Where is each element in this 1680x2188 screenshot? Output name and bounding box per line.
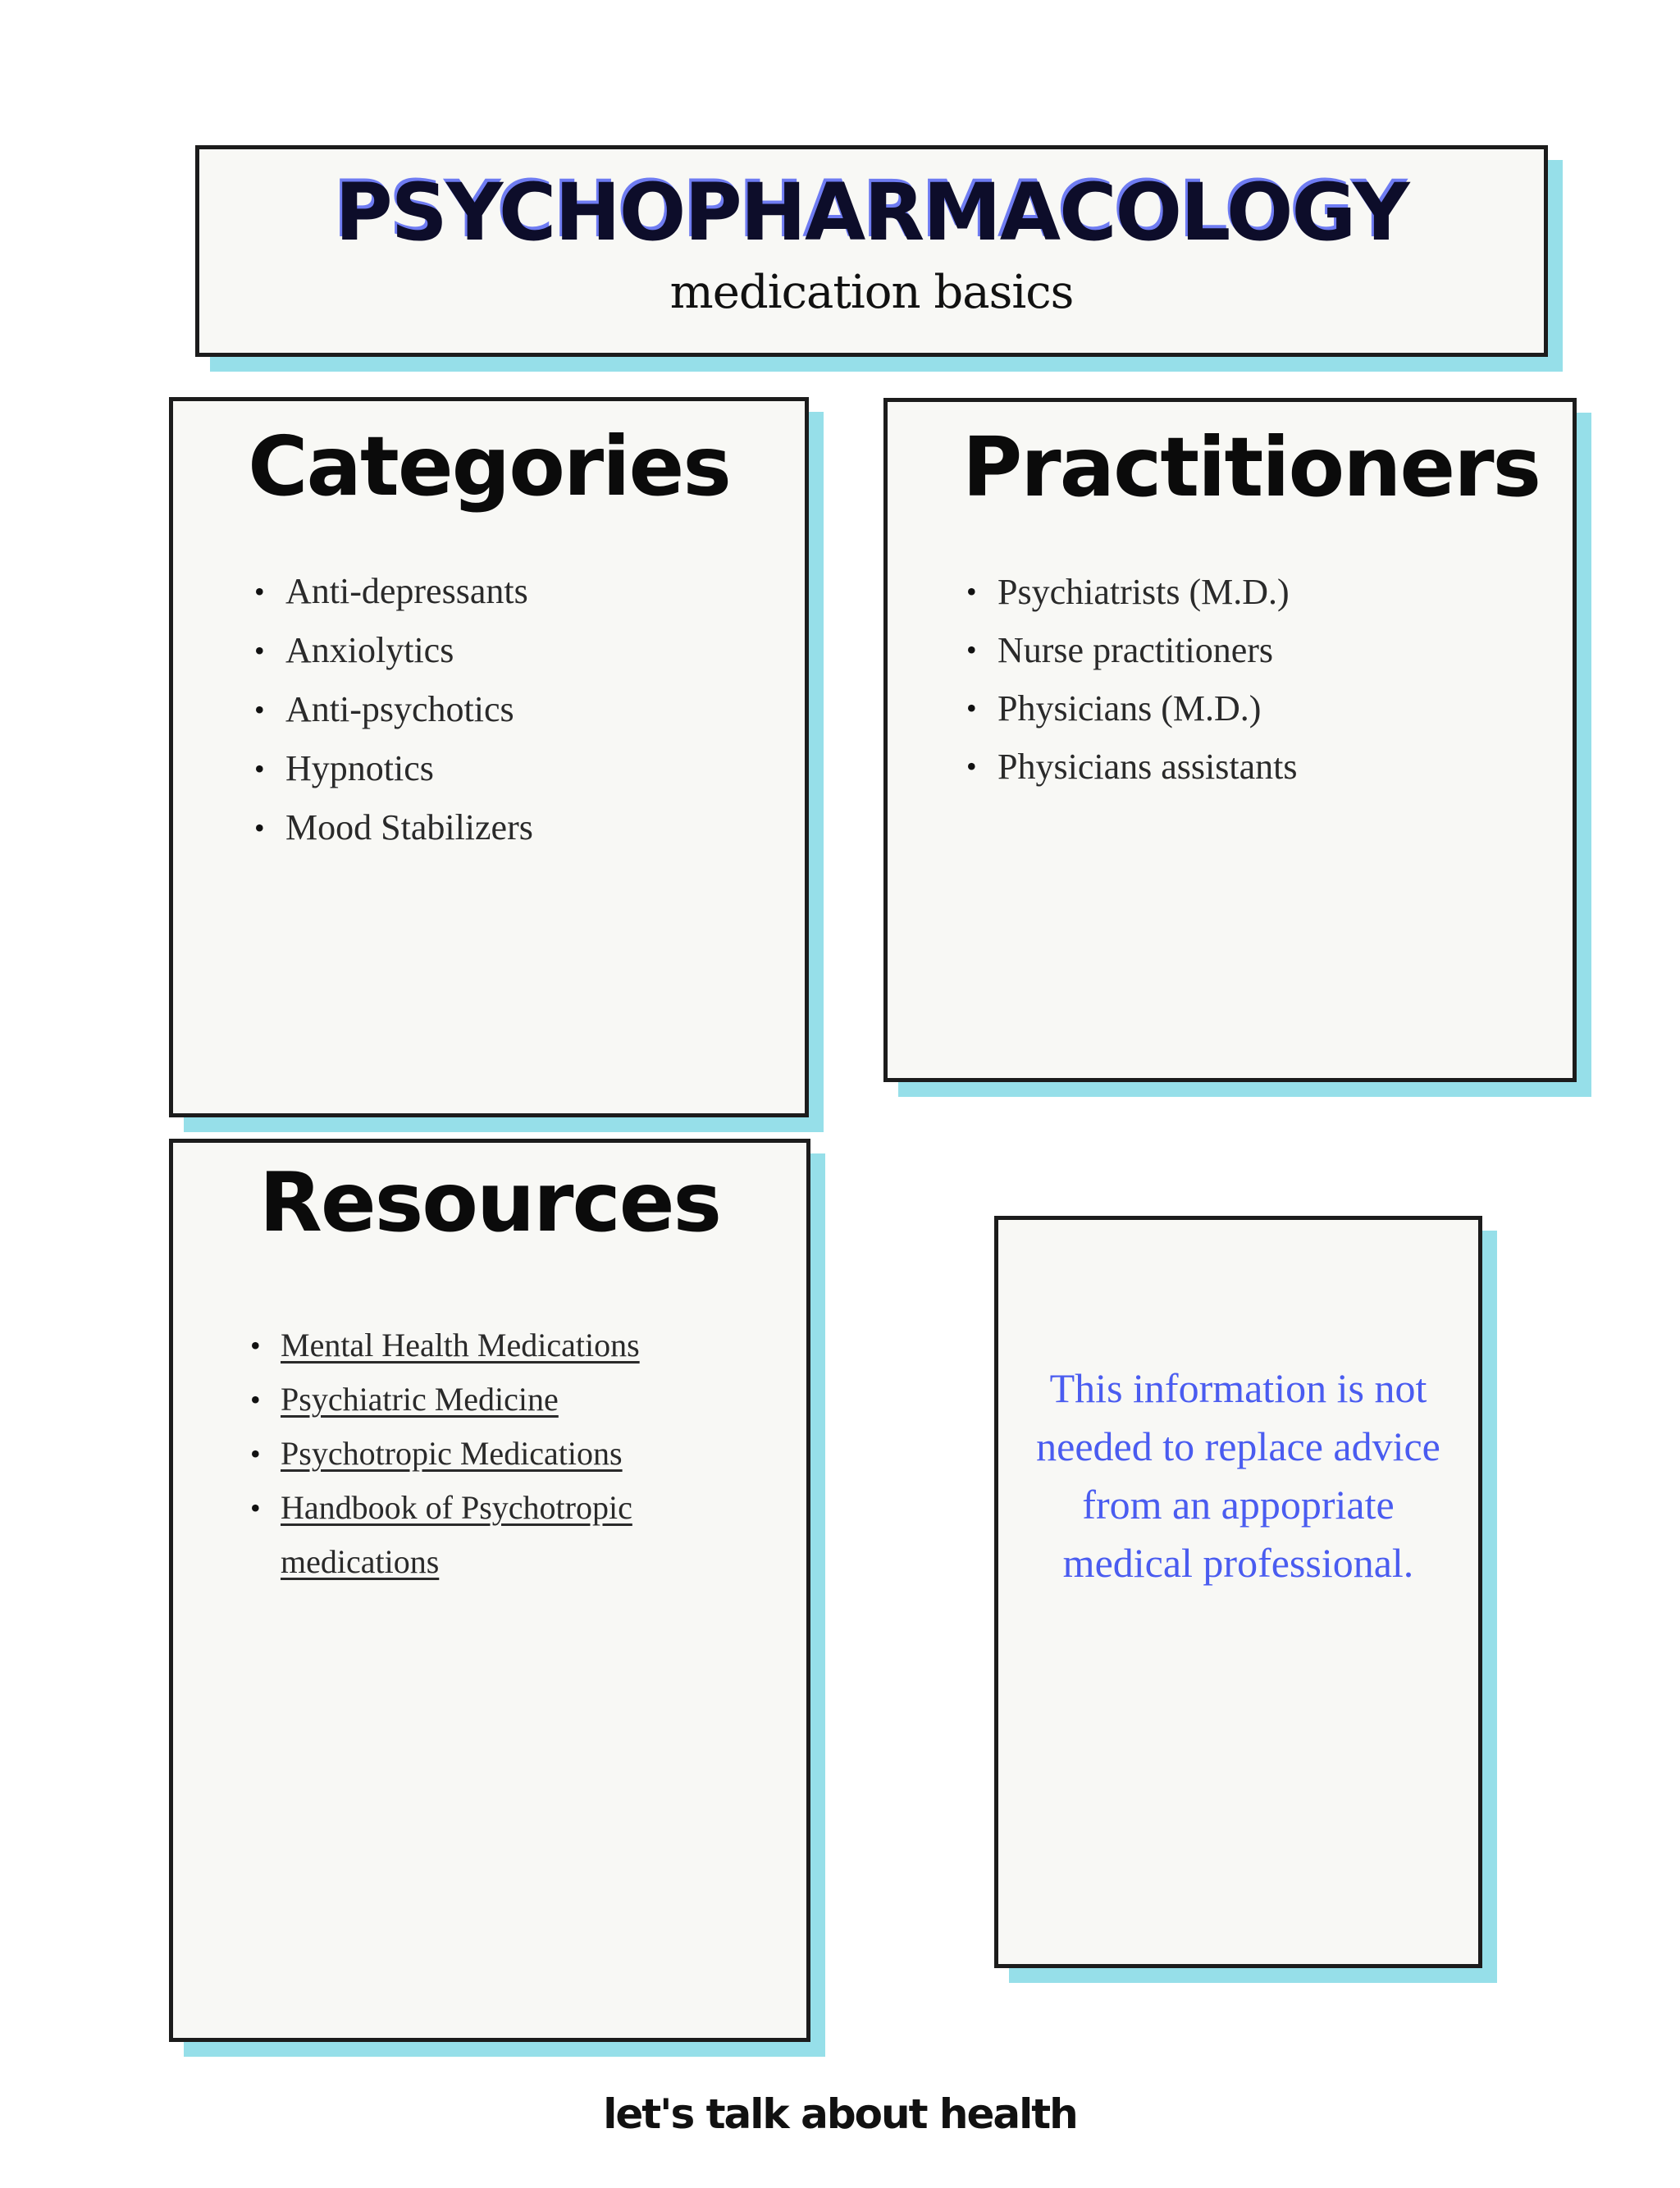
bullet-icon: • [254, 634, 265, 667]
practitioners-heading: Practitioners [962, 419, 1541, 515]
categories-card [169, 397, 809, 1117]
list-item [250, 1318, 759, 1373]
bullet-icon: • [966, 575, 977, 608]
list-item [250, 1427, 759, 1481]
list-item-text: Physicians assistants [998, 747, 1298, 787]
bullet-icon: • [250, 1383, 261, 1416]
list-item [254, 680, 533, 739]
resource-link-psychiatric-medicine[interactable]: Psychiatric Medicine [281, 1381, 559, 1418]
list-item-text: Psychiatrists (M.D.) [998, 572, 1290, 612]
bullet-icon: • [966, 633, 977, 666]
resource-link-psychotropic-medications[interactable]: Psychotropic Medications [281, 1435, 623, 1472]
footer-tagline: let's talk about health [603, 2090, 1077, 2138]
disclaimer-card [994, 1216, 1482, 1968]
list-item [254, 562, 533, 621]
list-item [966, 679, 1297, 738]
practitioners-card [883, 398, 1577, 1082]
resources-list [250, 1318, 759, 1589]
page-title: PSYCHOPHARMACOLOGY [335, 167, 1408, 258]
practitioners-list [966, 563, 1297, 796]
bullet-icon: • [254, 752, 265, 785]
bullet-icon: • [254, 575, 265, 608]
list-item [250, 1481, 759, 1589]
resource-link-mental-health-medications[interactable]: Mental Health Medications [281, 1327, 640, 1364]
categories-heading: Categories [248, 418, 730, 514]
categories-list [254, 562, 533, 857]
bullet-icon: • [254, 811, 265, 844]
list-item [966, 621, 1297, 679]
bullet-icon: • [966, 750, 977, 783]
list-item-text: Anti-psychotics [285, 689, 514, 729]
list-item [250, 1373, 759, 1427]
bullet-icon: • [250, 1437, 261, 1470]
disclaimer-text: This information is not needed to replace advice from an appopriate medical professional. [1036, 1365, 1440, 1586]
bullet-icon: • [966, 692, 977, 724]
bullet-icon: • [250, 1329, 261, 1362]
list-item [254, 798, 533, 857]
list-item [966, 738, 1297, 796]
list-item [966, 563, 1297, 621]
list-item-text: Anti-depressants [285, 571, 528, 611]
header-card [195, 145, 1548, 357]
resource-link-handbook-psychotropic[interactable]: Handbook of Psychotropic medications [281, 1489, 632, 1580]
list-item [254, 621, 533, 680]
list-item-text: Physicians (M.D.) [998, 688, 1262, 729]
resources-heading: Resources [258, 1154, 721, 1250]
list-item [254, 739, 533, 798]
page-subtitle: medication basics [669, 266, 1074, 319]
bullet-icon: • [250, 1491, 261, 1524]
resources-card [169, 1139, 810, 2042]
bullet-icon: • [254, 693, 265, 726]
list-item-text: Hypnotics [285, 748, 434, 788]
list-item-text: Nurse practitioners [998, 630, 1273, 670]
list-item-text: Anxiolytics [285, 630, 454, 670]
list-item-text: Mood Stabilizers [285, 807, 533, 847]
